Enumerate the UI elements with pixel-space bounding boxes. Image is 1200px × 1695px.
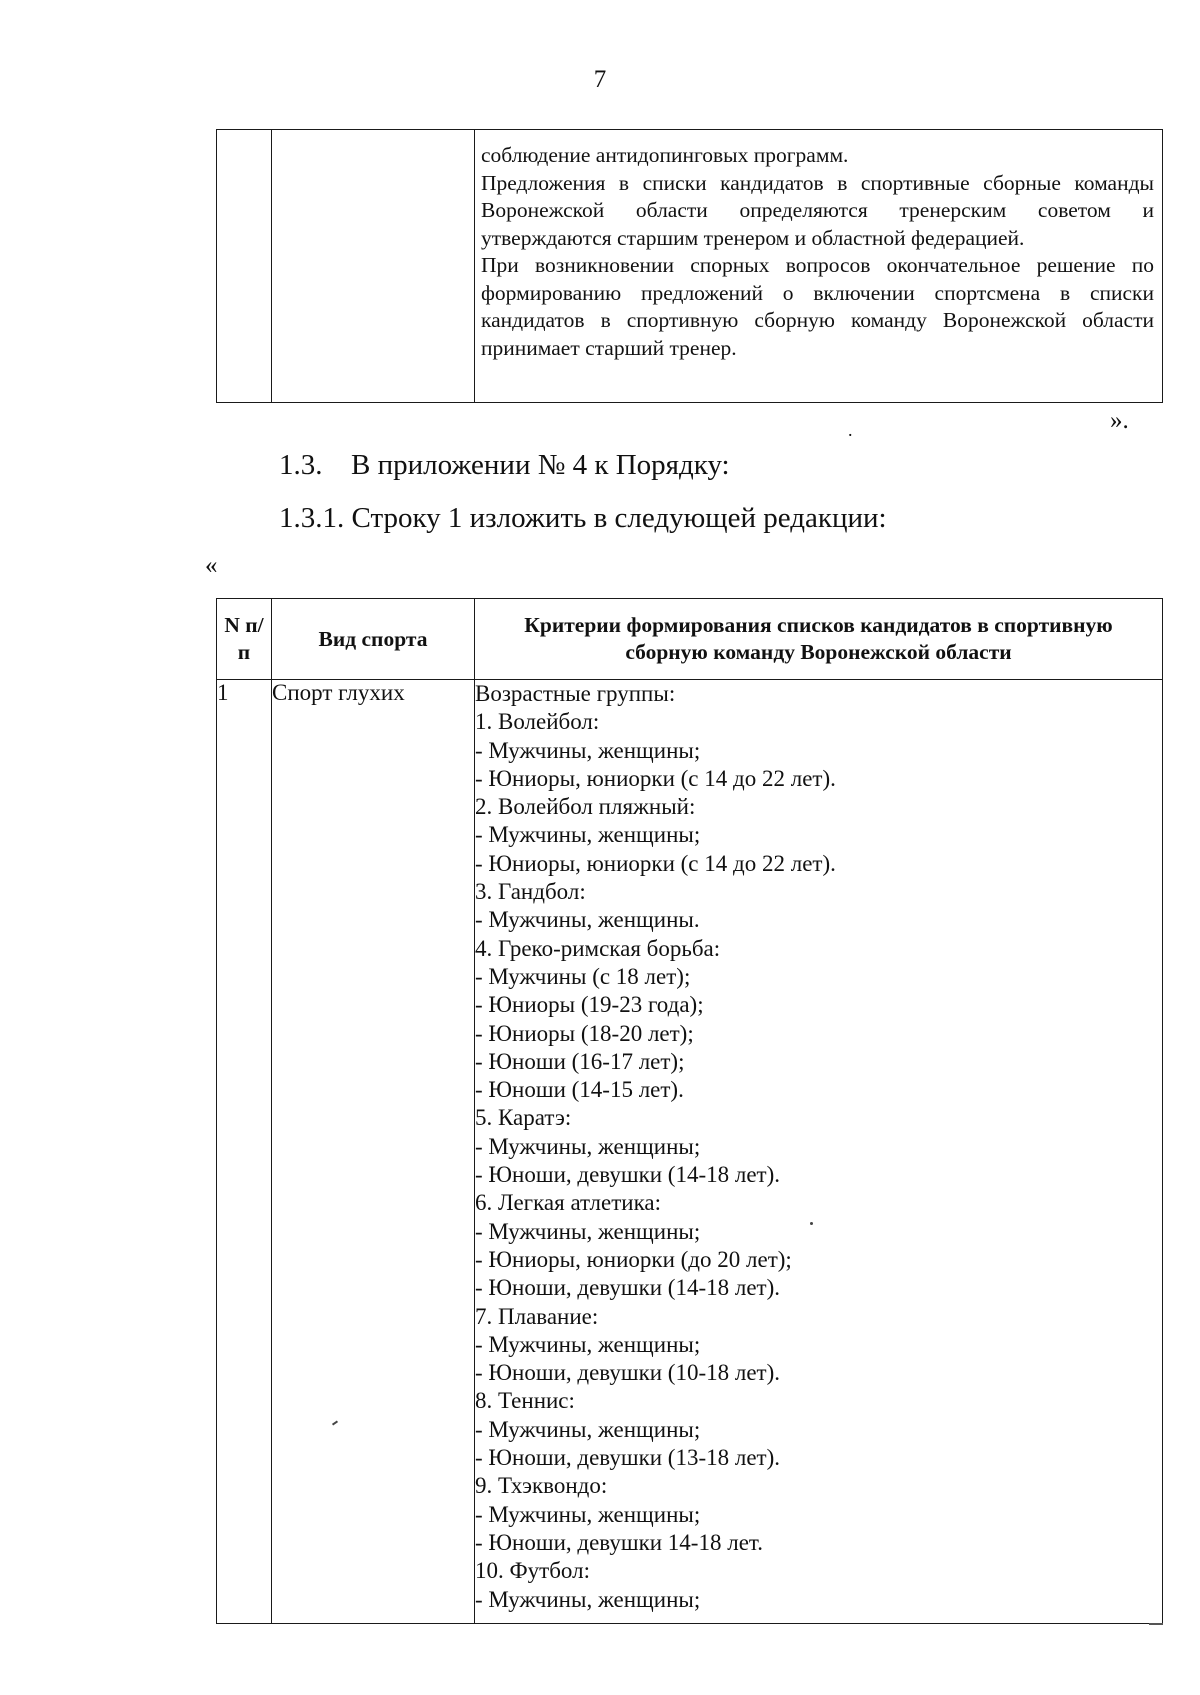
- criteria-line: 9. Тхэквондо:: [475, 1473, 608, 1499]
- criteria-line: - Юниоры, юниорки (с 14 до 22 лет).: [475, 850, 836, 876]
- criteria-line: 8. Теннис:: [475, 1388, 575, 1414]
- criteria-line: 6. Легкая атлетика:: [475, 1190, 662, 1216]
- criteria-line: 1. Волейбол:: [475, 709, 600, 735]
- closing-quote: ».: [1110, 407, 1129, 434]
- row-num: 1: [217, 680, 272, 1624]
- header-num: N п/п: [217, 599, 272, 680]
- criteria-line: 2. Волейбол пляжный:: [475, 794, 696, 820]
- page-number: 7: [593, 66, 607, 93]
- criteria-line: 4. Греко-римская борьба:: [475, 935, 721, 961]
- criteria-line: - Мужчины (с 18 лет);: [475, 963, 691, 989]
- criteria-line: - Юниоры, юниорки (до 20 лет);: [475, 1246, 792, 1272]
- criteria-line: - Юниоры (19-23 года);: [475, 992, 704, 1018]
- criteria-line: - Юноши, девушки (10-18 лет).: [475, 1360, 781, 1386]
- criteria-line: 5. Каратэ:: [475, 1105, 572, 1131]
- criteria-line: - Юноши, девушки 14-18 лет.: [475, 1529, 763, 1555]
- criteria-line: - Мужчины, женщины;: [475, 737, 701, 763]
- criteria-line: Возрастные группы:: [475, 681, 676, 706]
- criteria-line: 7. Плавание:: [475, 1303, 599, 1329]
- header-criteria: Критерии формирования списков кандидатов в спортивную сборную команду Воронежской области: [475, 599, 1163, 680]
- section-text: В приложении № 4 к Порядку:: [351, 449, 730, 481]
- criteria-line: 10. Футбол:: [475, 1558, 590, 1584]
- criteria-line: - Юниоры (18-20 лет);: [475, 1020, 694, 1046]
- criteria-line: - Юниоры, юниорки (с 14 до 22 лет).: [475, 765, 836, 791]
- criteria-table: [216, 598, 1163, 1624]
- row-sport: Спорт глухих: [272, 680, 475, 1624]
- criteria-line: - Мужчины, женщины;: [475, 1416, 701, 1442]
- section-heading: [279, 449, 730, 482]
- paragraph: При возникновении спорных вопросов окончательное решение по формированию предложений о включении спортсмена в списки кандидатов в спортивную сборную команду Воронежской области принимает старший тренер.: [481, 253, 1154, 360]
- paragraph: Предложения в списки кандидатов в спортивные сборные команды Воронежской области определяются тренерским советом и утверждаются старшим тренером и областной федерацией.: [481, 170, 1154, 250]
- subsection-heading: 1.3.1. Строку 1 изложить в следующей редакции:: [279, 502, 887, 534]
- paragraph: соблюдение антидопинговых программ.: [481, 143, 849, 167]
- criteria-line: - Юноши, девушки (14-18 лет).: [475, 1162, 781, 1188]
- criteria-line: - Юноши, девушки (14-18 лет).: [475, 1275, 781, 1301]
- criteria-line: - Мужчины, женщины;: [475, 1586, 701, 1612]
- sport-cell: [272, 130, 475, 403]
- num-cell: [217, 130, 272, 403]
- header-sport: Вид спорта: [272, 599, 475, 680]
- criteria-line: - Мужчины, женщины;: [475, 822, 701, 848]
- stray-mark: .: [848, 420, 853, 440]
- table-row: [217, 680, 1163, 1624]
- opening-quote: «: [205, 552, 218, 579]
- table-row: [217, 130, 1163, 403]
- criteria-line: - Мужчины, женщины.: [475, 907, 700, 933]
- criteria-text: [475, 130, 1162, 362]
- criteria-line: 3. Гандбол:: [475, 879, 586, 905]
- criteria-line: - Юноши, девушки (13-18 лет).: [475, 1445, 781, 1471]
- criteria-line: - Мужчины, женщины;: [475, 1331, 701, 1357]
- criteria-line: - Мужчины, женщины;: [475, 1501, 701, 1527]
- criteria-cell: [475, 130, 1163, 403]
- row-criteria: [475, 680, 1163, 1624]
- criteria-line: - Юноши (16-17 лет);: [475, 1048, 685, 1074]
- criteria-line: - Мужчины, женщины;: [475, 1133, 701, 1159]
- scan-mark: [1149, 1623, 1163, 1625]
- scan-speck: [810, 1222, 813, 1225]
- criteria-line: - Юноши (14-15 лет).: [475, 1077, 684, 1103]
- table-header-row: [217, 599, 1163, 680]
- continuation-table: [216, 129, 1163, 403]
- criteria-line: - Мужчины, женщины;: [475, 1218, 701, 1244]
- section-number: 1.3.: [279, 449, 323, 481]
